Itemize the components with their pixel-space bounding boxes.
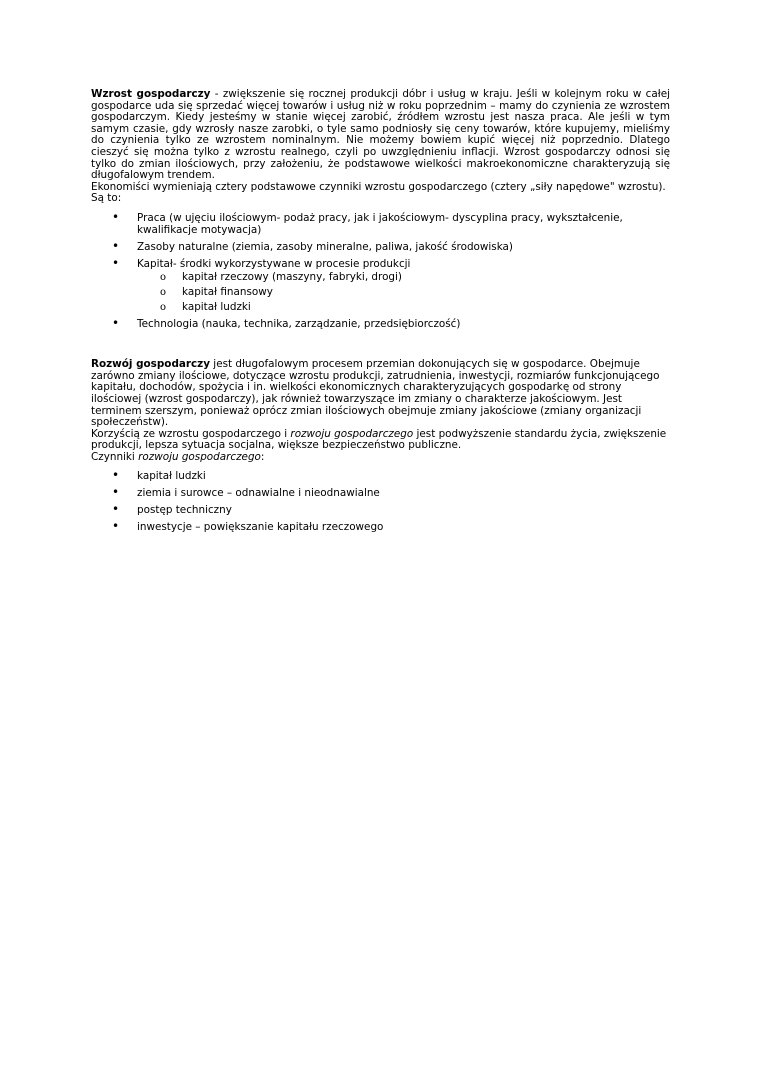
section-economic-growth <box>91 89 670 331</box>
list-item <box>91 209 670 236</box>
development-definition: jest długofalowym procesem przemian dokonujących się w gospodarce. Obejmuje zarówno zmiany ilościowe, dotyczące wzrostu produkcji, zatrudnienia, inwestycji, rozmiarów funkcjonującego kapitału, dochodów, spożycia i in. wielkości ekonomicznych charakteryzujących gospodarkę od strony ilościowej (wzrost gospodarczy), jak również towarzyszące im zmiany o charakterze jakościowym. Jest terminem szerszym, ponieważ oprócz zmian ilościowych obejmuje zmiany jakościowe (zmiany organizacji społeczeństw). <box>91 358 660 429</box>
list-item-text: Technologia (nauka, technika, zarządzanie, przedsiębiorczość) <box>137 318 461 331</box>
bullet-icon: • <box>112 518 120 533</box>
list-item-text: inwestycje – powiększanie kapitału rzeczowego <box>137 520 384 533</box>
list-item-text: kapitał ludzki <box>137 469 206 482</box>
sub-list-item <box>137 272 670 284</box>
list-item-text: Zasoby naturalne (ziemia, zasoby mineralne, paliwa, jakość środowiska) <box>137 240 513 253</box>
bullet-icon: • <box>112 501 120 516</box>
development-term: Rozwój gospodarczy <box>91 358 210 371</box>
growth-term: Wzrost gospodarczy <box>91 88 211 100</box>
growth-definition: - zwiększenie się rocznej produkcji dóbr i usług w kraju. Jeśli w kolejnym roku w całej gospodarce uda się sprzedać więcej towarów i usług niż w roku poprzednim – mamy do czynienia ze wzrostem gospodarczym. Kiedy jesteśmy w stanie więcej zarobić, źródłem wzrostu jest nasza praca. Ale jeśli w tym samym czasie, gdy wzrosły nasze zarobki, o tyle samo podniosły się ceny towarów, które kupujemy, mieliśmy do czynienia tylko ze wzrostem nominalnym. Nie możemy bowiem kupić więcej niż poprzednio. Dlatego cieszyć się można tylko z wzrostu realnego, czyli po uwzględnieniu inflacji. Wzrost gospodarczy odnosi się tylko do zmian ilościowych, przy założeniu, że podstawowe wielkości makroekonomiczne charakteryzują się długofalowym trendem. <box>91 88 670 182</box>
list-item-text: postęp techniczny <box>137 503 232 516</box>
factors-italic-term: rozwoju gospodarczego <box>138 450 261 463</box>
section-spacer <box>91 336 670 359</box>
list-item <box>91 238 670 254</box>
development-benefit <box>91 429 670 452</box>
growth-factors-list <box>91 209 670 331</box>
list-item <box>91 484 670 500</box>
section-economic-development <box>91 359 670 533</box>
circle-bullet-icon: o <box>160 302 167 313</box>
factors-text-end: : <box>260 450 265 463</box>
list-item <box>91 316 670 331</box>
growth-factors-intro: Ekonomiści wymieniają cztery podstawowe czynniki wzrostu gospodarczego (cztery „siły napędowe" wzrostu). <box>91 180 666 193</box>
bullet-icon: • <box>112 316 120 331</box>
bullet-icon: • <box>112 209 120 224</box>
list-item <box>91 467 670 483</box>
bullet-icon: • <box>112 255 120 270</box>
sub-list-item <box>137 287 670 299</box>
circle-bullet-icon: o <box>160 286 167 298</box>
list-item <box>91 255 670 314</box>
benefit-italic-term: rozwoju gospodarczego <box>290 427 414 440</box>
list-item-text: Praca (w ujęciu ilościowym- podaż pracy, jak i jakościowym- dyscyplina pracy, wykształcenie, kwalifikacje motywacja) <box>137 211 623 236</box>
list-item <box>91 501 670 517</box>
bullet-icon: • <box>112 484 120 499</box>
development-factors-list <box>91 467 670 534</box>
list-item-text: Kapitał- środki wykorzystywane w procesie produkcji <box>137 257 411 270</box>
bullet-icon: • <box>112 238 120 253</box>
benefit-text-start: Korzyścią ze wzrostu gospodarczego i <box>91 427 291 440</box>
development-paragraph <box>91 359 670 429</box>
document-page <box>91 89 670 539</box>
list-item-text: ziemia i surowce – odnawialne i nieodnawialne <box>137 486 380 499</box>
circle-bullet-icon: o <box>160 271 167 283</box>
benefit-text-end: jest podwyższenie standardu życia, zwiększenie produkcji, lepsza sytuacja socjalna, większe bezpieczeństwo publiczne. <box>91 427 667 452</box>
development-factors-intro <box>91 452 670 464</box>
bullet-icon: • <box>112 467 120 482</box>
sub-list-item <box>137 302 670 314</box>
sub-list-item-text: kapitał ludzki <box>182 301 251 313</box>
sub-list-item-text: kapitał rzeczowy (maszyny, fabryki, drogi) <box>182 270 402 283</box>
capital-sublist <box>137 272 670 314</box>
growth-paragraph <box>91 89 670 182</box>
factors-text-start: Czynniki <box>91 450 139 463</box>
list-item <box>91 518 670 534</box>
sub-list-item-text: kapitał finansowy <box>182 285 273 298</box>
growth-factors-lead: Są to: <box>91 192 122 205</box>
